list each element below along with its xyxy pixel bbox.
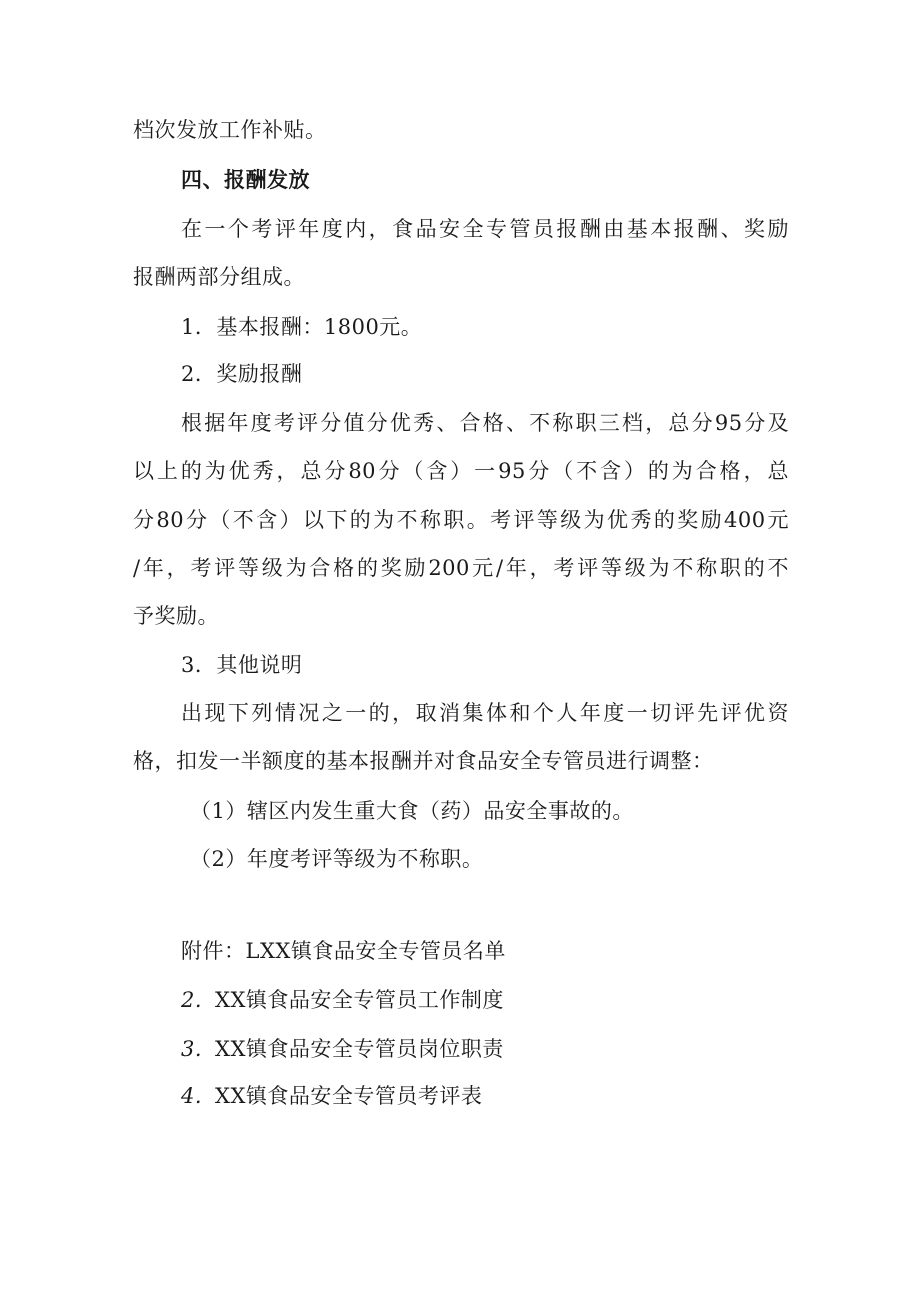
attachment-number: 3.: [181, 1037, 203, 1061]
item-other-notes: 3．其他说明: [181, 653, 303, 677]
condition-item: （1）辖区内发生重大食（药）品安全事故的。: [190, 799, 634, 823]
attachment-label: XX镇食品安全专管员考评表: [215, 1084, 483, 1108]
paragraph-line: 分80分（不含）以下的为不称职。考评等级为优秀的奖励400元: [133, 508, 789, 532]
attachment-label: XX镇食品安全专管员岗位职责: [215, 1037, 504, 1061]
attachment-label: XX镇食品安全专管员工作制度: [215, 988, 504, 1012]
attachment-title: 附件：LXX镇食品安全专管员名单: [181, 939, 506, 963]
attachment-number: 4.: [181, 1084, 203, 1108]
item-basic-pay: 1．基本报酬：1800元。: [181, 315, 423, 339]
paragraph-line: 出现下列情况之一的，取消集体和个人年度一切评先评优资: [181, 701, 789, 725]
paragraph-line: 在一个考评年度内，食品安全专管员报酬由基本报酬、奖励: [181, 217, 789, 241]
paragraph-line: 报酬两部分组成。: [133, 265, 305, 289]
attachment-item: [181, 1033, 504, 1065]
paragraph-line: 以上的为优秀，总分80分（含）一95分（不含）的为合格，总: [133, 459, 789, 483]
paragraph-continuation: 档次发放工作补贴。: [133, 118, 327, 142]
item-reward-pay: 2．奖励报酬: [181, 362, 303, 386]
attachment-item: [181, 1080, 482, 1112]
condition-item: （2）年度考评等级为不称职。: [190, 847, 484, 871]
section-heading: 四、报酬发放: [181, 167, 310, 192]
attachment-number: 2.: [181, 988, 203, 1012]
attachment-item: [181, 984, 504, 1016]
paragraph-line: /年，考评等级为合格的奖励200元/年，考评等级为不称职的不: [133, 556, 789, 580]
paragraph-line: 格，扣发一半额度的基本报酬并对食品安全专管员进行调整：: [133, 749, 714, 773]
paragraph-line: 予奖励。: [133, 604, 219, 628]
paragraph-line: 根据年度考评分值分优秀、合格、不称职三档，总分95分及: [181, 411, 789, 435]
